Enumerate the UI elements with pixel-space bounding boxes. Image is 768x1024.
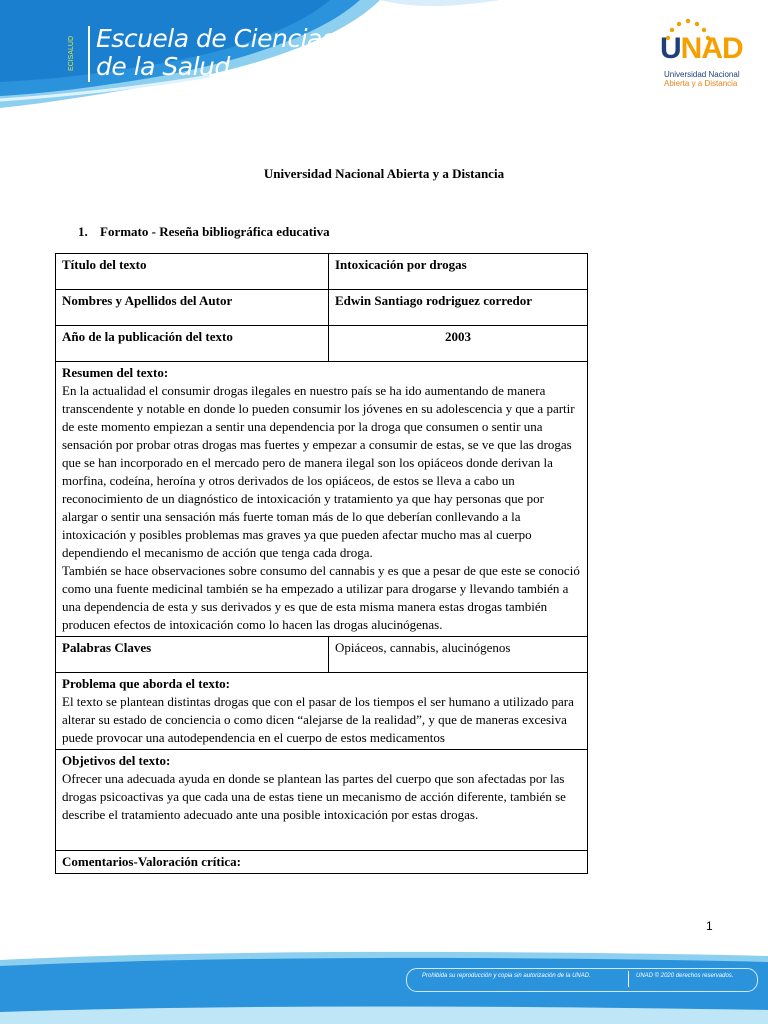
logo-subtitle-1: Universidad Nacional: [664, 70, 740, 79]
logo-subtitle-2: Abierta y a Distancia: [664, 79, 738, 88]
year-value-cell: 2003: [329, 326, 588, 362]
university-title: Universidad Nacional Abierta y a Distancia: [263, 166, 505, 181]
summary-label: Resumen del texto:: [62, 365, 169, 380]
objectives-cell: [56, 750, 588, 851]
objectives-text: Ofrecer una adecuada ayuda en donde se plantean las partes del cuerpo que son afectadas por las drogas psicoactivas ya que cada una de estas tiene un mecanismo de acción diferente, también se describe el tratamiento adecuado ante una posible intoxicación por estas drogas.: [62, 771, 566, 822]
footer-divider: [628, 971, 629, 987]
keywords-value-cell: Opiáceos, cannabis, alucinógenos: [329, 637, 588, 673]
review-table: [55, 253, 588, 874]
table-row: [56, 290, 588, 326]
school-tag: [68, 30, 84, 82]
author-label-cell: Nombres y Apellidos del Autor: [56, 290, 329, 326]
section-number: 1.: [78, 224, 88, 239]
table-row: [56, 750, 588, 851]
problem-label: Problema que aborda el texto:: [62, 676, 231, 691]
school-tag-text: ECISALUD: [68, 35, 76, 72]
table-row: [56, 673, 588, 750]
section-title-text: Formato - Reseña bibliográfica educativa: [100, 224, 330, 239]
problem-text: El texto se plantean distintas drogas que con el pasar de los tiempos el ser humano a utilizado para alterar su estado de conciencia o como dicen “alejarse de la realidad”, y que de maneras excesiva puede provocar una autodependencia en el cuerpo de estos medicamentos: [62, 694, 574, 745]
title-value-cell: Intoxicación por drogas: [329, 254, 588, 290]
footer-notice-pill: [406, 968, 758, 992]
header-banner: [0, 0, 768, 130]
footer-banner: [0, 950, 768, 1024]
author-value-cell: Edwin Santiago rodriguez corredor: [329, 290, 588, 326]
summary-cell: [56, 362, 588, 637]
title-label-cell: Título del texto: [56, 254, 329, 290]
comments-label-cell: Comentarios-Valoración crítica:: [56, 851, 588, 874]
table-row: [56, 362, 588, 637]
summary-paragraph-2: También se hace observaciones sobre consumo del cannabis y es que a pesar de que este se conoció como una fuente medicinal también se ha empezado a utilizar para drogarse y llevando también a una dependencia de esta y sus derivados y es que de esta misma manera estas drogas también producen efectos de intoxicación como lo hacen las drogas alucinógenas.: [62, 563, 580, 632]
table-row: [56, 254, 588, 290]
footer-notice: Prohibida su reproducción y copia sin autorización de la UNAD.: [422, 973, 591, 979]
school-title: [96, 25, 334, 81]
unad-logo: [656, 18, 756, 98]
table-row: [56, 637, 588, 673]
table-row: [56, 326, 588, 362]
school-title-line2: de la Salud: [96, 52, 230, 81]
school-title-line1: Escuela de Ciencias: [96, 24, 335, 53]
page-number: 1: [706, 919, 713, 933]
keywords-label-cell: Palabras Claves: [56, 637, 329, 673]
problem-cell: [56, 673, 588, 750]
table-row: [56, 851, 588, 874]
section-heading: [78, 224, 330, 240]
footer-copyright: UNAD © 2020 derechos reservados.: [636, 973, 734, 979]
school-divider: [88, 26, 90, 82]
summary-paragraph-1: En la actualidad el consumir drogas ilegales en nuestro país se ha ido aumentando de manera transcendente y notable en donde lo pueden consumir los jóvenes en su adolescencia y que a partir de este momento empiezan a sentir una dependencia por la droga que consumen o sentir una sensación por probar otras drogas mas fuertes y empezar a consumir de estas, se ve que las drogas que se han incorporado en el mercado pero de manera ilegal son los opiáceos donde derivan la morfina, codeína, heroína y otros derivados de los opiáceos, de estos se lleva a cabo un reconocimiento de un diagnóstico de intoxicación y tratamiento ya que hay personas que por alargar o sentir una sensación más fuerte toman más de lo que deberían conllevando a la intoxicación y posibles problemas mas graves ya que pueden afectar mucho mas al cuerpo dependiendo el mecanismo de acción que tenga cada droga.: [62, 383, 575, 560]
logo-wordmark: UNAD: [660, 32, 743, 65]
year-label-cell: Año de la publicación del texto: [56, 326, 329, 362]
objectives-label: Objetivos del texto:: [62, 753, 171, 768]
